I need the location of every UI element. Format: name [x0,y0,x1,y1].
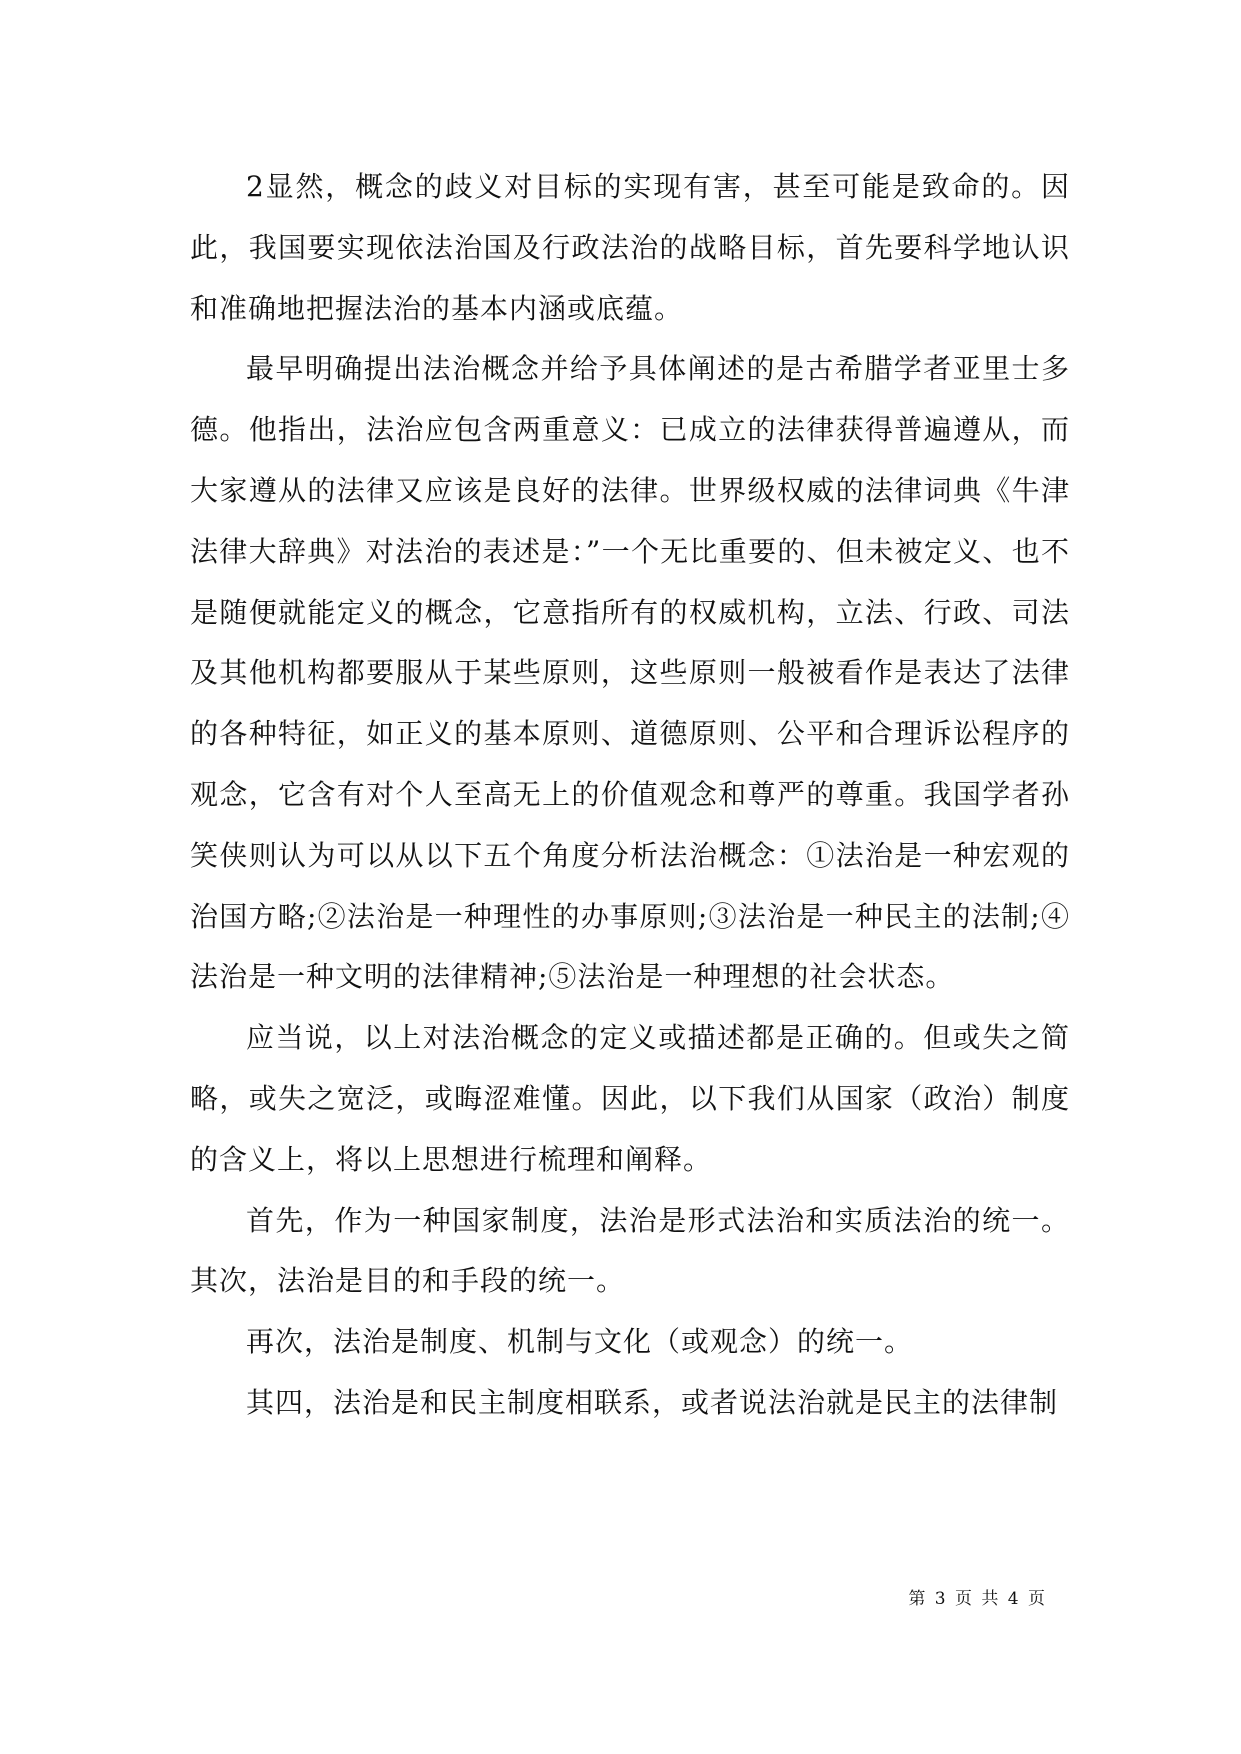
document-body [190,157,1070,1434]
paragraph-2: 最早明确提出法治概念并给予具体阐述的是古希腊学者亚里士多德。他指出，法治应包含两重意义：已成立的法律获得普遍遵从，而大家遵从的法律又应该是良好的法律。世界级权威的法律词典《牛津法律大辞典》对法治的表述是：”一个无比重要的、但未被定义、也不是随便就能定义的概念，它意指所有的权威机构，立法、行政、司法及其他机构都要服从于某些原则，这些原则一般被看作是表达了法律的各种特征，如正义的基本原则、道德原则、公平和合理诉讼程序的观念，它含有对个人至高无上的价值观念和尊严的尊重。我国学者孙笑侠则认为可以从以下五个角度分析法治概念：①法治是一种宏观的治国方略;②法治是一种理性的办事原则;③法治是一种民主的法制;④法治是一种文明的法律精神;⑤法治是一种理想的社会状态。 [190,352,1070,994]
paragraph-1: 2显然，概念的歧义对目标的实现有害，甚至可能是致命的。因此，我国要实现依法治国及行政法治的战略目标，首先要科学地认识和准确地把握法治的基本内涵或底蕴。 [190,170,1070,325]
paragraph-6: 其四，法治是和民主制度相联系，或者说法治就是民主的法律制 [246,1385,1059,1419]
page-number-footer: 第 3 页 共 4 页 [908,1589,1047,1609]
paragraph-3: 应当说，以上对法治概念的定义或描述都是正确的。但或失之简略，或失之宽泛，或晦涩难懂。因此，以下我们从国家（政治）制度的含义上，将以上思想进行梳理和阐释。 [190,1021,1070,1176]
paragraph-4: 首先，作为一种国家制度，法治是形式法治和实质法治的统一。其次，法治是目的和手段的统一。 [190,1203,1070,1298]
paragraph-5: 再次，法治是制度、机制与文化（或观念）的统一。 [246,1325,914,1359]
